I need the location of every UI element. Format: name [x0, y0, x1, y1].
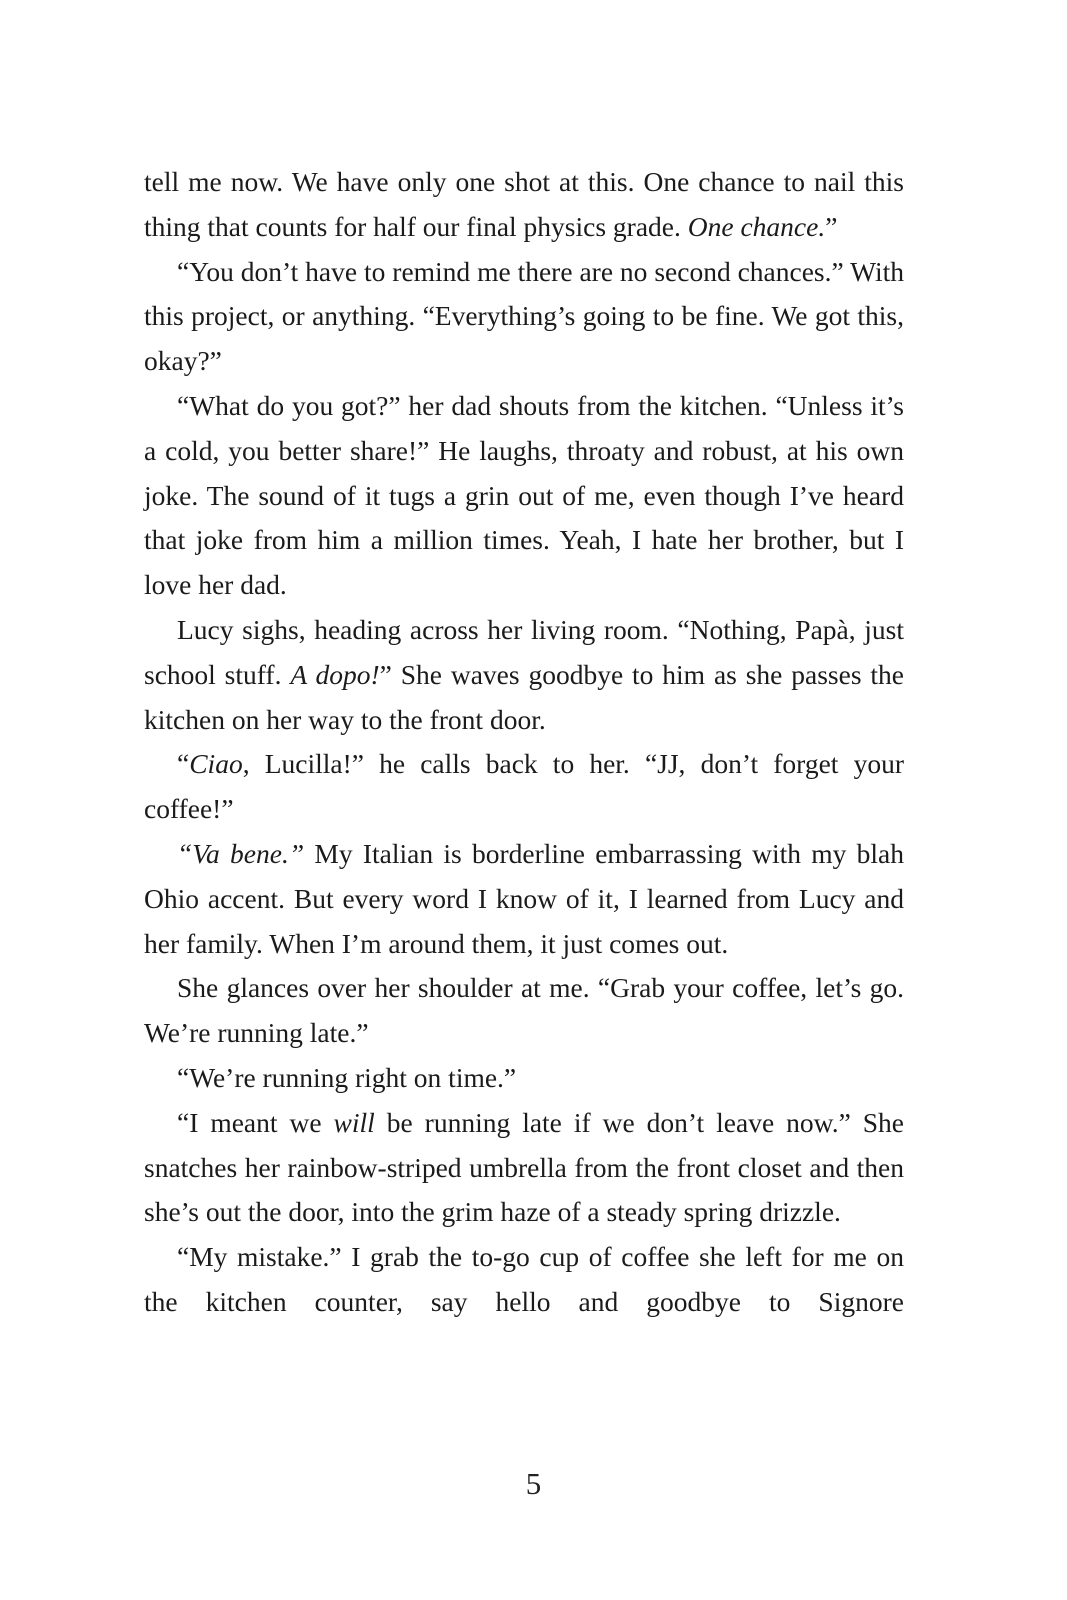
- paragraph: [144, 160, 904, 250]
- paragraph: [144, 742, 904, 832]
- paragraph: [144, 608, 904, 742]
- paragraph: [144, 1235, 904, 1325]
- paragraph: [144, 250, 904, 384]
- italic-text: One chance.: [687, 210, 826, 242]
- paragraph: [144, 832, 904, 966]
- paragraph: [144, 384, 904, 608]
- italic-text: Ciao: [189, 748, 243, 780]
- paragraph: [144, 1056, 904, 1101]
- text-run: be running late if we don’t leave now.” She snatches her rainbow-striped umbrella from the front closet and then she’s out the door, into the grim haze of a steady spring drizzle.: [144, 1106, 905, 1228]
- text-run: “You don’t have to remind me there are no second chances.” With this project, or anything. “Everything’s going to be fine. We got this, okay?”: [144, 255, 904, 377]
- text-run: She glances over her shoulder at me. “Grab your coffee, let’s go. We’re running late.”: [144, 972, 904, 1049]
- text-run: Lucy sighs, heading across her living room. “Nothing, Papà, just school stuff.: [144, 613, 904, 690]
- text-run: tell me now. We have only one shot at this. One chance to nail this thing that counts for half our final physics grade.: [144, 166, 904, 242]
- text-run: My Italian is borderline embarrassing with my blah Ohio accent. But every word I know of it, I learned from Lucy and her family. When I’m around them, it just comes out.: [144, 837, 904, 959]
- text-run: “What do you got?” her dad shouts from the kitchen. “Unless it’s a cold, you better share!” He laughs, throaty and robust, at his own joke. The sound of it tugs a grin out of me, even though I’ve heard that joke from him a million times. Yeah, I hate her brother, but I love her dad.: [144, 389, 904, 601]
- text-run: ”: [825, 210, 838, 242]
- italic-text: will: [333, 1106, 375, 1138]
- italic-text: A dopo!: [290, 658, 380, 690]
- text-run: , Lucilla!” he calls back to her. “JJ, don’t forget your coffee!”: [144, 748, 904, 825]
- text-run: “We’re running right on time.”: [177, 1061, 517, 1093]
- text-run: ” She waves goodbye to him as she passes the kitchen on her way to the front door.: [144, 658, 904, 735]
- text-run: “: [177, 748, 190, 780]
- text-run: “I meant we: [177, 1106, 334, 1138]
- text-run: “My mistake.” I grab the to-go cup of coffee she left for me on the kitchen counter, say hello and goodbye to Signore: [144, 1241, 904, 1317]
- italic-text: “Va bene.”: [177, 837, 305, 869]
- paragraph: [144, 966, 904, 1056]
- page-body-text: [144, 160, 904, 1325]
- page-number: 5: [525, 1466, 542, 1501]
- paragraph: [144, 1101, 904, 1235]
